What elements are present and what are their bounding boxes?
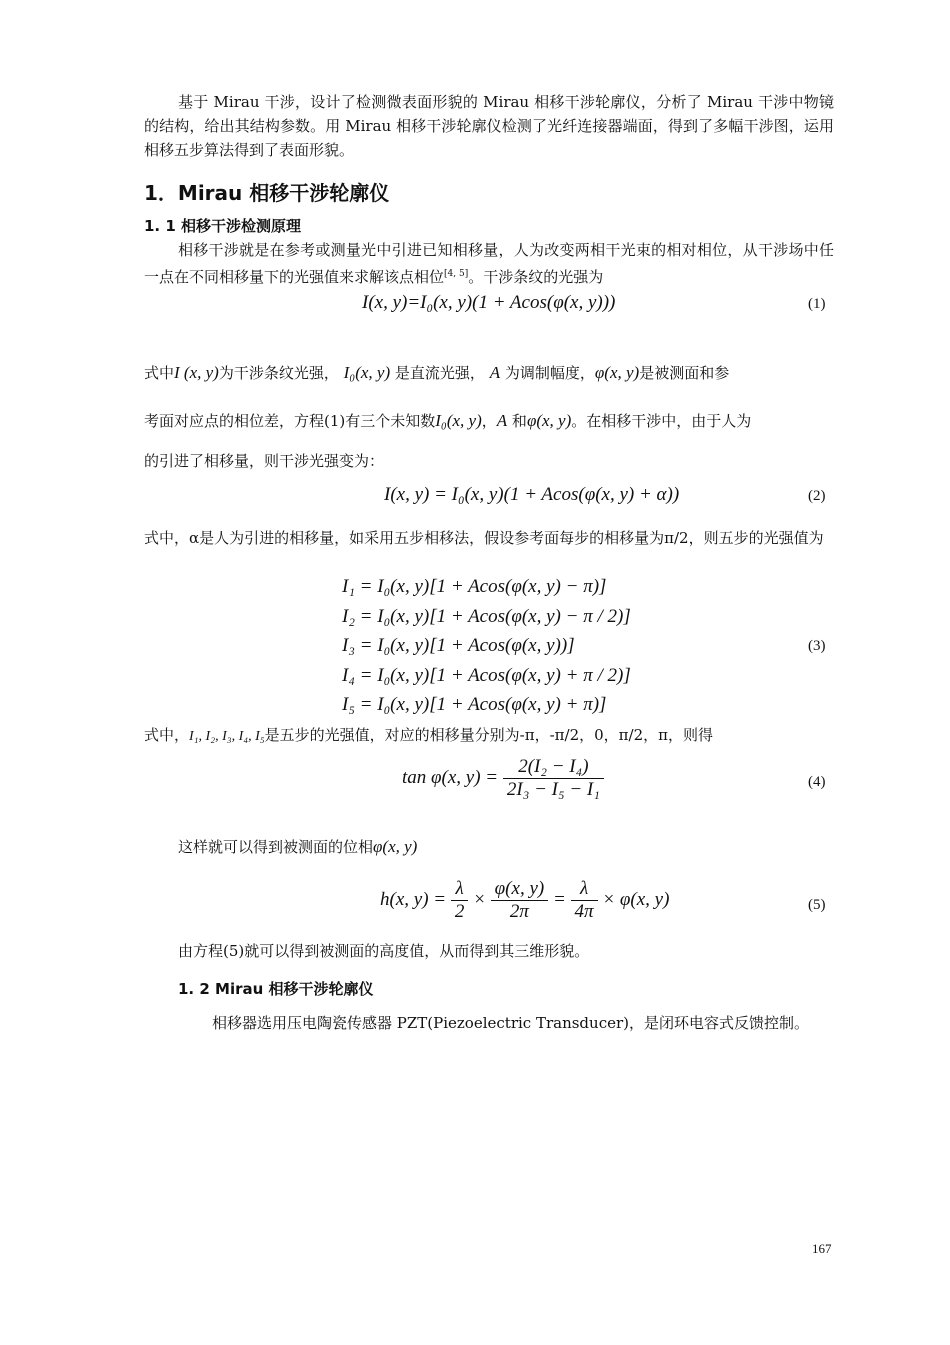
variables-line-2 <box>144 410 751 431</box>
variables-line-3: 的引进了相移量，则干涉光强变为： <box>144 452 385 470</box>
times-sign: × <box>473 888 486 910</box>
phase-line <box>178 836 417 857</box>
equation-5 <box>380 878 669 923</box>
math-phase: φ(x, y) <box>594 363 640 382</box>
numerator: φ(x, y) <box>491 878 549 901</box>
text: 。在相移干涉中，由于人为 <box>571 412 752 430</box>
equation-3 <box>342 572 631 720</box>
equation-4-numerator: 2(I₂ − I₄) <box>503 756 604 779</box>
text: ， <box>481 412 497 430</box>
math-amplitude: A <box>489 363 501 382</box>
math-phase: φ(x, y) <box>526 411 572 430</box>
intro-paragraph: 基于 Mirau 干涉，设计了检测微表面形貌的 Mirau 相移干涉轮廓仪，分析了 Mirau 干涉中物镜的结构，给出其结构参数。用 Mirau 相移干涉轮廓仪检测了光纤连接器端面，得到了多幅干涉图，运用相移五步算法得到了表面形貌。 <box>144 93 834 159</box>
equation-5-fraction-3 <box>571 878 598 923</box>
page-number: 167 <box>812 1241 832 1256</box>
equation-4-denominator: 2I₃ − I₅ − I₁ <box>506 779 600 800</box>
text: 是五步的光强值，对应的相移量分别为-π，-π/2，0，π/2，π，则得 <box>264 726 713 744</box>
height-paragraph: 由方程(5)就可以得到被测面的高度值，从而得到其三维形貌。 <box>178 942 590 960</box>
section-1-1-heading: 1. 1 相移干涉检测原理 <box>144 217 302 235</box>
text: 考面对应点的相位差，方程(1)有三个未知数 <box>144 412 436 430</box>
equation-3-row-4: I₄ = I₀(x, y)[1 + Acos(φ(x, y) + π / 2)] <box>342 664 631 686</box>
math-phase: φ(x, y) <box>373 837 418 856</box>
text: 为干涉条纹光强， <box>218 364 339 382</box>
equation-2: I(x, y) = I₀(x, y)(1 + Acos(φ(x, y) + α)) <box>384 484 680 505</box>
equation-5-fraction-1 <box>451 878 469 923</box>
equation-1-number: (1) <box>808 296 826 312</box>
pzt-paragraph: 相移器选用压电陶瓷传感器 PZT(Piezoelectric Transducer)，是闭环电容式反馈控制。 <box>212 1014 809 1032</box>
equation-1: I(x, y)=I₀(x, y)(1 + Acos(φ(x, y))) <box>362 292 616 313</box>
equation-4-lhs: tan φ(x, y) = <box>402 766 499 788</box>
equation-3-row-5: I₅ = I₀(x, y)[1 + Acos(φ(x, y) + π)] <box>342 694 607 715</box>
equation-3-row-1: I₁ = I₀(x, y)[1 + Acos(φ(x, y) − π)] <box>342 576 607 597</box>
denominator: 2 <box>454 901 465 922</box>
equation-2-number: (2) <box>808 488 826 504</box>
text: 这样就可以得到被测面的位相 <box>178 838 374 856</box>
denominator: 4π <box>574 901 594 922</box>
equation-4 <box>402 756 604 801</box>
intensity-values-line <box>144 724 713 745</box>
text: 式中 <box>144 364 175 382</box>
five-step-paragraph: 式中，α是人为引进的相移量，如采用五步相移法，假设参考面每步的相移量为π/2，则五步的光强值为 <box>144 529 824 547</box>
equation-3-row-3: I₃ = I₀(x, y)[1 + Acos(φ(x, y))] <box>342 635 575 656</box>
text: 是直流光强， <box>394 364 485 382</box>
math-dc: I₀(x, y) <box>435 411 482 430</box>
equals-sign: = <box>552 888 566 910</box>
math-amplitude: A <box>496 411 508 430</box>
text: 为调制幅度， <box>504 364 595 382</box>
section-1-heading: 1．Mirau 相移干涉轮廓仪 <box>144 181 390 205</box>
equation-4-fraction <box>503 756 604 801</box>
principle-text-end: 。干涉条纹的光强为 <box>468 268 604 286</box>
math-dc: I₀(x, y) <box>343 363 391 382</box>
equation-5-tail: × φ(x, y) <box>602 888 670 910</box>
math-intensity: I (x, y) <box>174 363 219 382</box>
text: 是被测面和参 <box>639 364 730 382</box>
numerator: λ <box>571 878 598 901</box>
math-intensities: I₁, I₂, I₃, I₄, I₅ <box>189 729 265 744</box>
variables-line-1 <box>144 362 729 383</box>
numerator: λ <box>451 878 469 901</box>
principle-paragraph <box>144 238 834 289</box>
equation-5-number: (5) <box>808 897 826 913</box>
citation: [4, 5] <box>444 269 469 279</box>
text: 和 <box>511 412 527 430</box>
denominator: 2π <box>509 901 529 922</box>
equation-4-number: (4) <box>808 774 826 790</box>
equation-5-fraction-2 <box>491 878 549 923</box>
principle-text: 相移干涉就是在参考或测量光中引进已知相移量，人为改变两相干光束的相对相位，从干涉场中任一点在不同相移量下的光强值来求解该点相位 <box>144 241 834 286</box>
equation-5-lhs: h(x, y) = <box>380 888 447 910</box>
text: 式中， <box>144 726 190 744</box>
equation-3-row-2: I₂ = I₀(x, y)[1 + Acos(φ(x, y) − π / 2)] <box>342 605 631 627</box>
equation-3-number: (3) <box>808 638 826 654</box>
section-1-2-heading: 1. 2 Mirau 相移干涉轮廓仪 <box>178 980 374 998</box>
